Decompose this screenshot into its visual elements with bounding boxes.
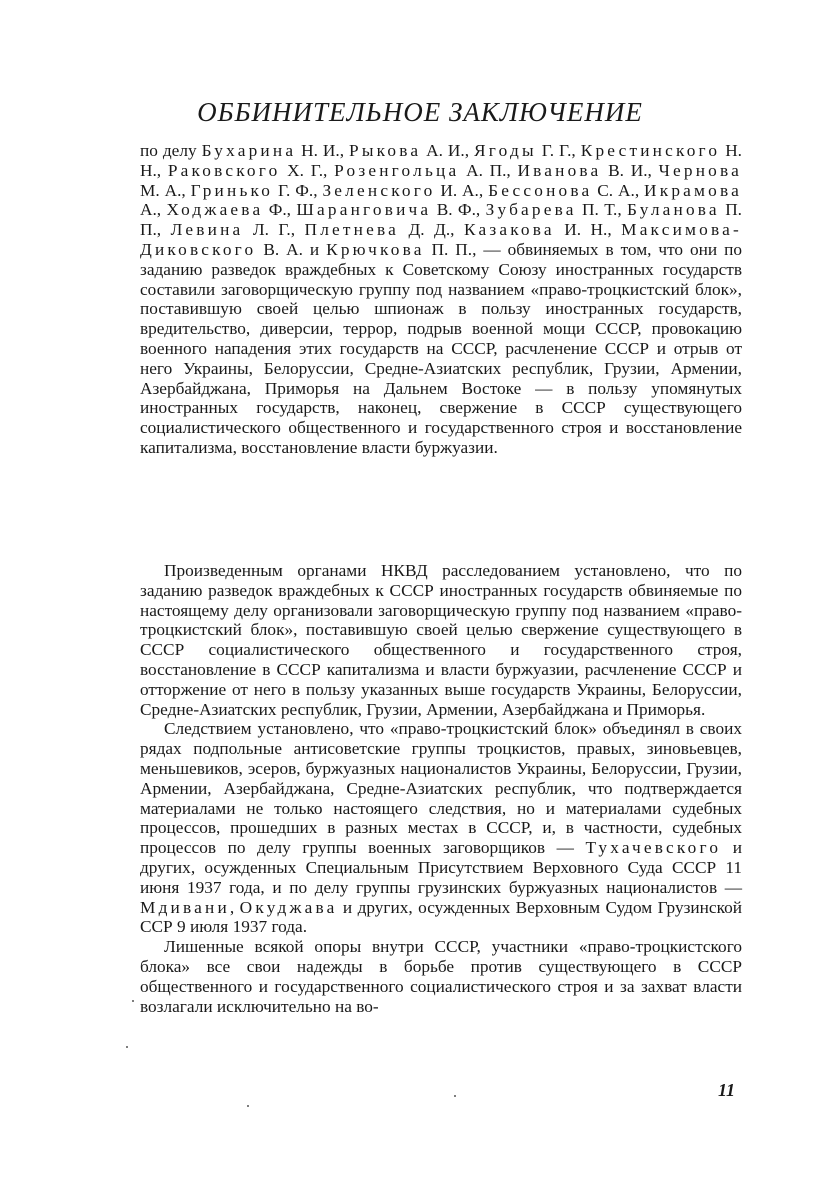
paragraph-1: Произведенным органами НКВД расследованием установлено, что по заданию разведок враждебных к СССР иностранных государств обвиняемые по настоящему делу организовали заговорщическую группу под названием «право-троцкистский блок», поставившую своей целью свержение существующего в СССР социалистического общественного и государственного строя, восстановление в СССР капитализма и власти буржуазии, расчленение СССР и отторжение от него в пользу указанных выше государств Украины, Белоруссии, Средне-Азиатских республик, Грузии, Армении, Азербайджана и Приморья. [140,561,742,719]
name-mdivani: Мдивани [140,897,230,917]
defendant-initials: И. А., [435,180,489,200]
defendant-name: Буланова [627,200,720,220]
name-okudzhava: Окуджава [239,897,338,917]
body-text [140,561,742,1016]
defendant-name: Гринько [190,180,274,200]
defendant-initials: Ф., [263,200,297,220]
defendant-name: Плетнева [304,220,399,240]
defendant-name: Ходжаева [166,200,264,220]
defendant-initials: М. А., [140,180,191,200]
defendant-name: Рыкова [349,141,422,160]
defendant-initials: П. П., — [424,239,508,259]
defendant-name: Бухарина [201,141,297,160]
defendant-initials: Г. Г., [536,141,581,160]
defendant-initials: Л. Г., [243,220,305,240]
defendant-name: Зубарева [485,200,577,220]
paragraph-2 [140,719,742,937]
defendant-initials: В. А. и [256,239,327,259]
defendant-initials: А. И., [421,141,475,160]
page-number: 11 [718,1080,736,1100]
paragraph-2-part-b: и других, осужденных Специальным Присутствием Верховного Суда СССР 11 июня 1937 года, и по делу группы грузинских буржуазных националистов — [140,838,742,897]
defendant-initials: И. Н., [554,220,622,240]
paragraph-3: Лишенные всякой опоры внутри СССР, участники «право-троцкистского блока» все свои надежды в борьбе против существующего в СССР общественного и государственного социалистического строя и за захват власти возлагали исключительно на во- [140,937,742,1016]
defendant-name: Ягоды [474,141,537,160]
scan-speck [126,1046,128,1048]
defendant-initials: А., [140,200,167,220]
defendant-name: Иванова [517,160,602,180]
defendant-name: Зеленского [322,180,436,200]
intro-lead: по делу [140,141,197,160]
defendant-initials: С. А., [592,180,645,200]
defendant-name: Левина [170,220,244,240]
defendant-name: Крючкова [326,239,425,259]
defendant-initials: Н. И., [296,141,350,160]
intro-rest: обвиняемых в том, что они по заданию разведок враждебных к Советскому Союзу иностранных государств составили заговорщическую группу под названием «право-троцкистский блок», поставившую своей целью шпионаж в пользу иностранных государств, вредительство, диверсии, террор, подрыв военной мощи СССР, провокацию военного нападения этих государств на СССР, расчленение СССР и отрыв от него Украины, Белоруссии, Средне-Азиатских республик, Грузии, Армении, Азербайджана, Приморья на Дальнем Востоке — в пользу упомянутых иностранных государств, наконец, свержение в СССР существующего социалистического общественного и государственного строя и восстановление капитализма, восстановление власти буржуазии. [140,239,743,457]
defendant-initials: Г. Ф., [273,180,323,200]
scan-speck [247,1105,249,1107]
name-tukhachevsky: Тухачевского [585,838,722,858]
defendant-name: Раковского [167,160,281,180]
defendant-initials: А. П., [459,160,518,180]
defendant-name: Шаранговича [296,200,432,220]
scan-speck [454,1095,456,1097]
defendant-initials: В. Ф., [431,200,486,220]
defendant-name: Бессонова [488,180,593,200]
defendant-name: Крестинского [580,141,721,160]
paragraph-2-comma: , [229,897,235,917]
defendant-name: Икрамова [644,180,743,200]
page-title: ОББИНИТЕЛЬНОЕ ЗАКЛЮЧЕНИЕ [197,97,643,127]
scan-speck [132,1000,134,1002]
defendant-name: Чернова [658,160,742,180]
paragraph-2-part-d: и других, осужденных Верховным Судом Грузинской ССР 9 июля 1937 года. [140,897,742,937]
defendant-initials: Н. Н., [140,141,743,180]
defendant-initials: П. П., [140,200,742,240]
paragraph-2-part-a: Следствием установлено, что «право-троцкистский блок» объединял в своих рядах подпольные антисоветские группы троцкистов, правых, зиновьевцев, меньшевиков, эсеров, буржуазных националистов Украины, Белоруссии, Грузии, Армении, Азербайджана, Средне-Азиатских республик, что подтверждается материалами не только настоящего следствия, но и материалами судебных процессов, прошедших в разных местах в СССР, и, в частности, судебных процессов по делу группы военных заговорщиков — [140,719,742,858]
defendant-initials: Х. Г., [280,160,335,180]
defendant-name: Розенгольца [334,160,460,180]
defendant-initials: Д. Д., [399,220,464,240]
defendant-initials: П. Т., [576,200,628,220]
defendant-name: Максимова-Диковского [140,220,742,259]
defendant-initials: В. И., [601,160,659,180]
intro-paragraph [140,141,742,458]
defendant-name: Казакова [463,220,555,240]
